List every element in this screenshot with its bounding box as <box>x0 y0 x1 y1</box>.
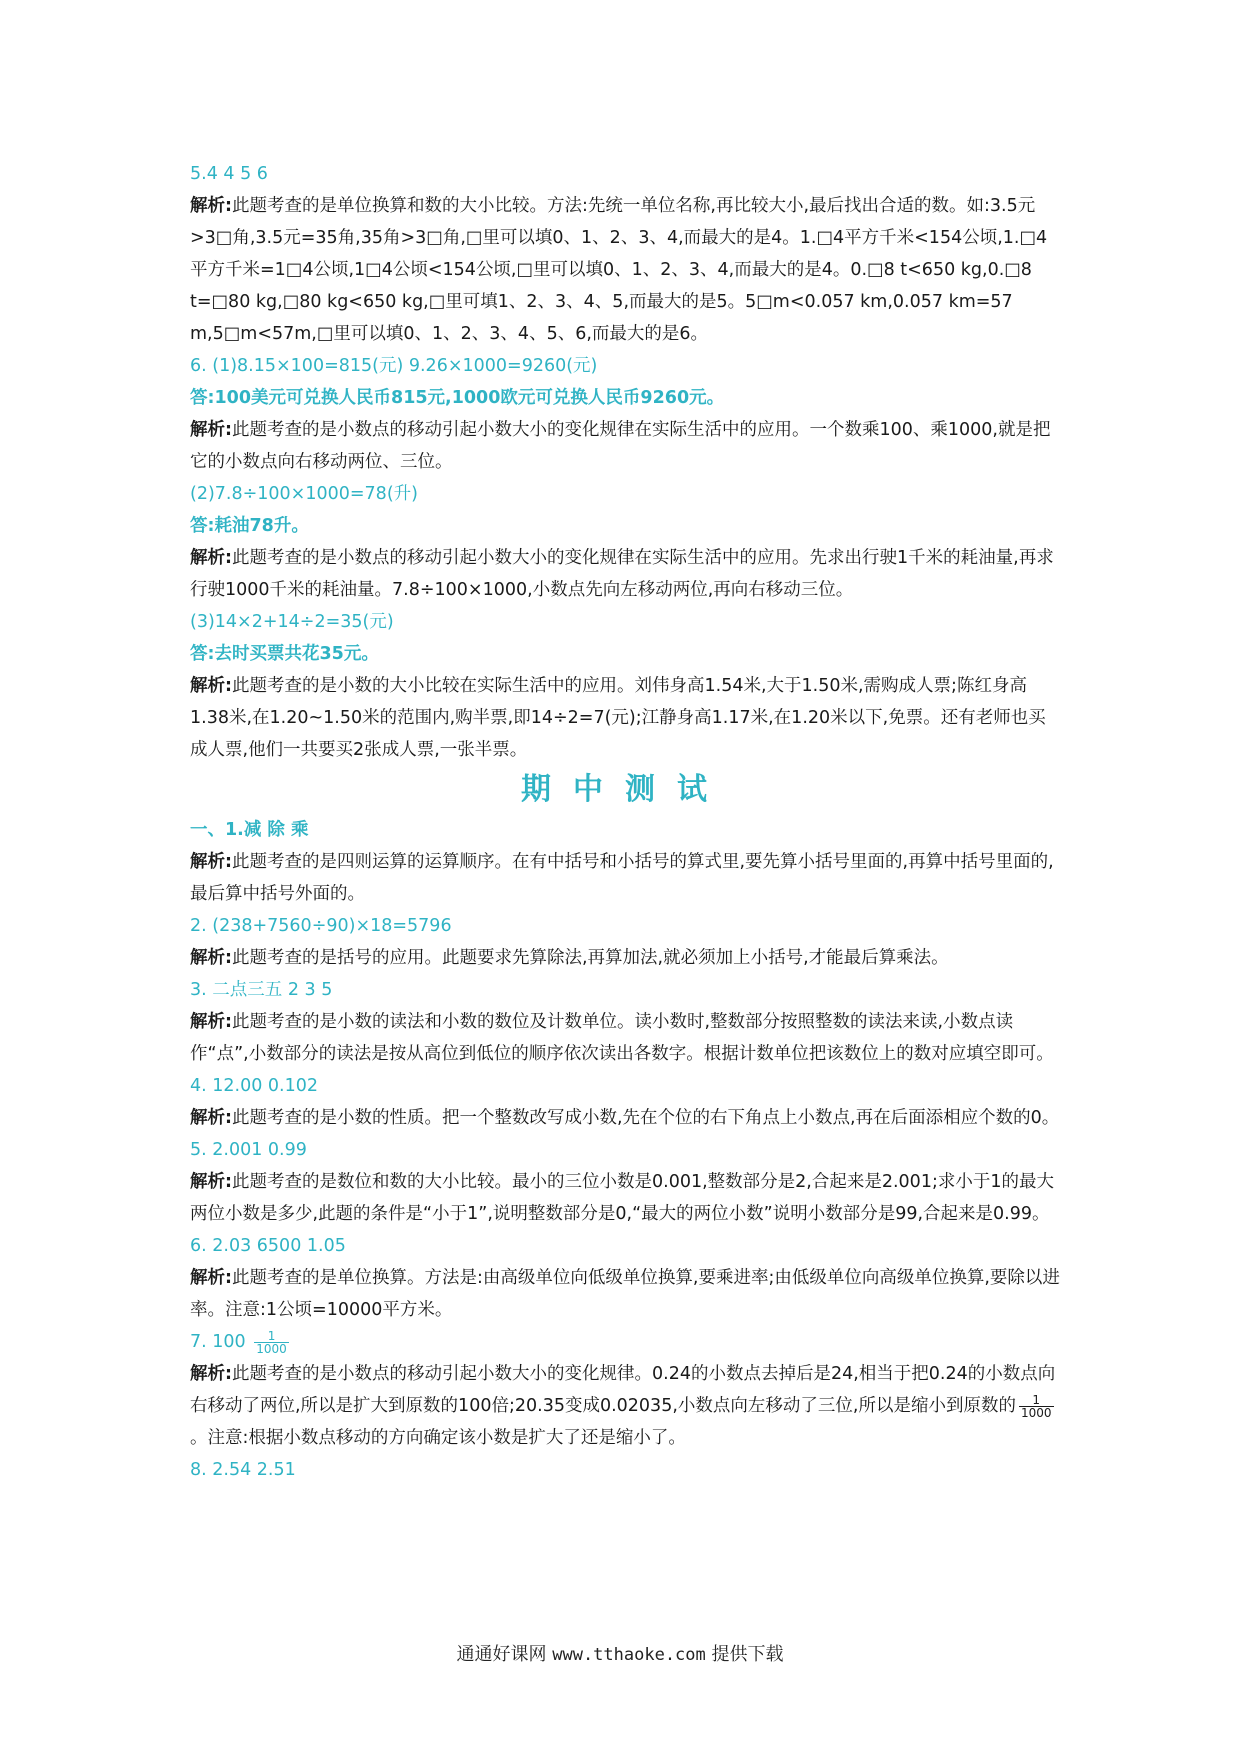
fraction-denominator: 1000 <box>256 1341 287 1356</box>
answer-value: 7. 100 <box>190 1332 246 1352</box>
analysis-text: 此题考查的是小数的读法和小数的数位及计数单位。读小数时,整数部分按照整数的读法来读,小数点读作“点”,小数部分的读法是按从高位到低位的顺序依次读出各数字。根据计数单位把该数位上的数对应填空即可。 <box>190 1012 1054 1064</box>
answer-line-q5: 5. 2.001 0.99 <box>190 1140 307 1160</box>
footer-download-text: 提供下载 <box>711 1644 784 1665</box>
analysis-text: 此题考查的是小数的性质。把一个整数改写成小数,先在个位的右下角点上小数点,再在后面添相应个数的0。 <box>232 1108 1060 1128</box>
fraction-denominator: 1000 <box>1020 1405 1052 1420</box>
answer-reply-6-2: 答:耗油78升。 <box>190 516 309 536</box>
analysis-text: 此题考查的是小数点的移动引起小数大小的变化规律在实际生活中的应用。先求出行驶1千米的耗油量,再求行驶1000千米的耗油量。7.8÷100×1000,小数点先向左移动两位,再向右移动三位。 <box>190 548 1054 600</box>
analysis-text: 此题考查的是数位和数的大小比较。最小的三位小数是0.001,整数部分是2,合起来是2.001;求小于1的最大两位小数是多少,此题的条件是“小于1”,说明整数部分是0,“最大的两位小数”说明小数部分是99,合起来是0.99。 <box>190 1172 1054 1224</box>
analysis-label: 解析: <box>190 1364 232 1384</box>
analysis-paragraph <box>190 1262 1060 1326</box>
analysis-paragraph <box>190 670 1060 766</box>
analysis-text: 此题考查的是四则运算的运算顺序。在有中括号和小括号的算式里,要先算小括号里面的,再算中括号里面的,最后算中括号外面的。 <box>190 852 1054 904</box>
analysis-paragraph <box>190 414 1060 478</box>
answer-line-6-3: (3)14×2+14÷2=35(元) <box>190 612 394 632</box>
analysis-paragraph <box>190 190 1060 350</box>
answer-reply-6-1: 答:100美元可兑换人民币815元,1000欧元可兑换人民币9260元。 <box>190 388 725 408</box>
analysis-label: 解析: <box>190 1108 232 1128</box>
analysis-paragraph <box>190 942 1060 974</box>
analysis-paragraph <box>190 1166 1060 1230</box>
answer-line-6-2: (2)7.8÷100×1000=78(升) <box>190 484 418 504</box>
footer-site-name: 通通好课网 <box>456 1644 547 1665</box>
answer-line-q4: 4. 12.00 0.102 <box>190 1076 319 1096</box>
answer-line-q1: 一、1.减 除 乘 <box>190 820 309 840</box>
answer-line-q2: 2. (238+7560÷90)×18=5796 <box>190 916 452 936</box>
analysis-label: 解析: <box>190 196 232 216</box>
answer-line-q7 <box>190 1326 1060 1358</box>
analysis-text: 此题考查的是小数的大小比较在实际生活中的应用。刘伟身高1.54米,大于1.50米,需购成人票;陈红身高1.38米,在1.20~1.50米的范围内,购半票,即14÷2=7(元);江静身高1.17米,在1.20米以下,免票。还有老师也买成人票,他们一共要买2张成人票,一张半票。 <box>190 676 1046 760</box>
analysis-text: 此题考查的是单位换算。方法是:由高级单位向低级单位换算,要乘进率;由低级单位向高级单位换算,要除以进率。注意:1公顷=10000平方米。 <box>190 1268 1060 1320</box>
answer-line-q3: 3. 二点三五 2 3 5 <box>190 980 333 1000</box>
fraction <box>1019 1394 1054 1419</box>
analysis-label: 解析: <box>190 948 232 968</box>
analysis-text: 此题考查的是小数点的移动引起小数大小的变化规律。0.24的小数点去掉后是24,相当于把0.24的小数点向右移动了两位,所以是扩大到原数的100倍;20.35变成0.02035,小数点向左移动了三位,所以是缩小到原数的 <box>190 1364 1056 1416</box>
answer-reply-6-3: 答:去时买票共花35元。 <box>190 644 379 664</box>
analysis-label: 解析: <box>190 548 232 568</box>
answer-line-6-1: 6. (1)8.15×100=815(元) 9.26×1000=9260(元) <box>190 356 598 376</box>
answer-line-q8: 8. 2.54 2.51 <box>190 1460 296 1480</box>
answer-line-5: 5.4 4 5 6 <box>190 164 268 184</box>
analysis-paragraph <box>190 1102 1060 1134</box>
analysis-paragraph <box>190 1358 1060 1454</box>
analysis-text: 。注意:根据小数点移动的方向确定该小数是扩大了还是缩小了。 <box>190 1428 686 1448</box>
analysis-label: 解析: <box>190 1268 232 1288</box>
fraction-numerator: 1 <box>1019 1394 1054 1407</box>
analysis-text: 此题考查的是括号的应用。此题要求先算除法,再算加法,就必须加上小括号,才能最后算乘法。 <box>232 948 949 968</box>
footer-url[interactable]: www.tthaoke.com <box>552 1645 706 1665</box>
analysis-label: 解析: <box>190 676 232 696</box>
section-title: 期中测试 <box>521 772 729 807</box>
analysis-label: 解析: <box>190 852 232 872</box>
analysis-label: 解析: <box>190 1172 232 1192</box>
analysis-label: 解析: <box>190 420 232 440</box>
fraction-numerator: 1 <box>254 1330 289 1343</box>
answer-line-q6: 6. 2.03 6500 1.05 <box>190 1236 346 1256</box>
analysis-paragraph <box>190 1006 1060 1070</box>
page-footer <box>0 1640 1240 1666</box>
fraction <box>254 1330 289 1355</box>
analysis-text: 此题考查的是小数点的移动引起小数大小的变化规律在实际生活中的应用。一个数乘100、乘1000,就是把它的小数点向右移动两位、三位。 <box>190 420 1051 472</box>
analysis-paragraph <box>190 542 1060 606</box>
answer-page-content <box>190 158 1060 1486</box>
analysis-text: 此题考查的是单位换算和数的大小比较。方法:先统一单位名称,再比较大小,最后找出合适的数。如:3.5元>3□角,3.5元=35角,35角>3□角,□里可以填0、1、2、3、4,而最大的是4。1.□4平方千米<154公顷,1.□4平方千米=1□4公顷,1□4公顷<154公顷,□里可以填0、1、2、3、4,而最大的是4。0.□8 t<650 kg,0.□8 t=□80 kg,□80 kg<650 kg,□里可填1、2、3、4、5,而最大的是5。5□m<0.057 km,0.057 km=57 m,5□m<57m,□里可以填0、1、2、3、4、5、6,而最大的是6。 <box>190 196 1048 344</box>
analysis-label: 解析: <box>190 1012 232 1032</box>
analysis-paragraph <box>190 846 1060 910</box>
